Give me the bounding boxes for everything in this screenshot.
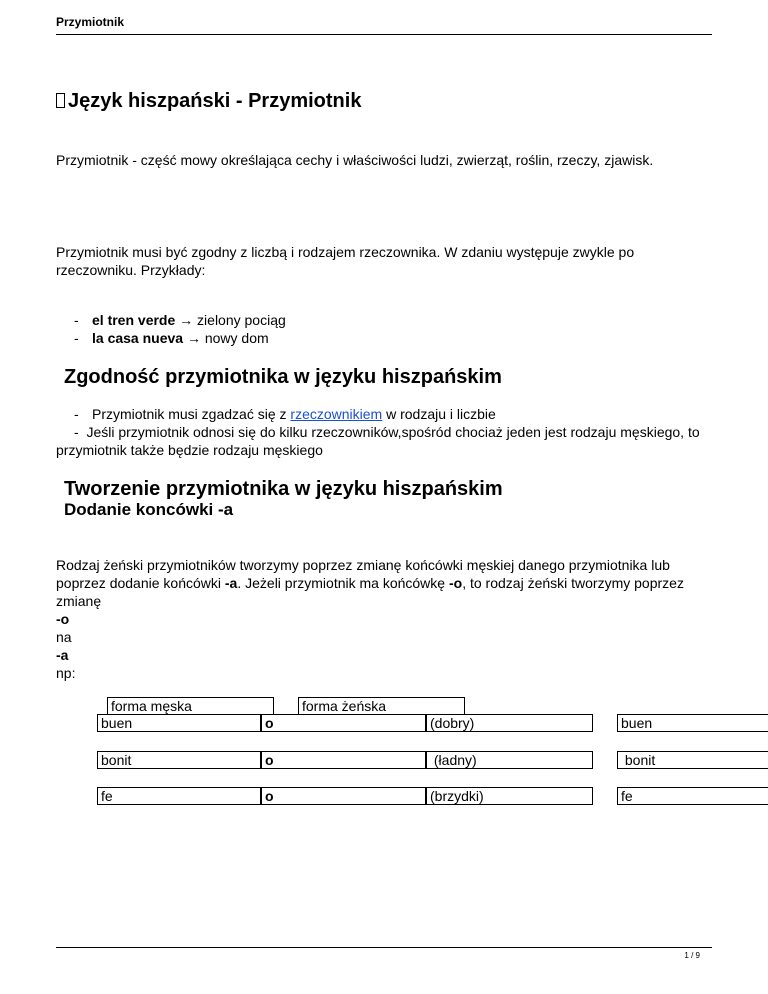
col-header-fem: forma żeńska	[298, 697, 465, 715]
agreement-paragraph: Przymiotnik musi być zgodny z liczbą i rodzajem rzeczownika. W zdaniu występuje zwykle po rzeczowniku. Przykłady:	[56, 244, 635, 278]
formation-text-2: . Jeżeli przymiotnik ma końcówkę	[237, 575, 446, 591]
table-row-meaning: (ładny)	[426, 751, 593, 769]
formation-text-1: Rodzaj żeński przymiotników tworzymy poprzez zmianę końcówki męskiej danego przymiotnika lub poprzez dodanie końcówki	[56, 557, 670, 591]
subheading-ending-a: Dodanie koncówki -a	[64, 500, 234, 519]
table-row-stem: fe	[97, 787, 261, 805]
rule2-text: Jeśli przymiotnik odnosi się do kilku rzeczowników,spośród chociaż jeden jest rodzaju męskiego, to przymiotnik także będzie rodzaju męskiego	[56, 424, 700, 458]
table-row-fem-stem: buen	[617, 714, 768, 732]
page-title	[56, 90, 361, 113]
rule2-paragraph: - Jeśli przymiotnik odnosi się do kilku rzeczowników,spośród chociaż jeden jest rodzaju męskiego, to przymiotnik także będzie rodzaju męskiego	[56, 424, 700, 458]
col-header-masc: forma męska	[107, 697, 274, 715]
table-row-ending: o	[261, 751, 426, 769]
table-row-meaning: (brzydki)	[426, 787, 593, 805]
section-heading-agreement: Zgodność przymiotnika w języku hiszpańskim	[64, 366, 502, 388]
from-ending: -o	[56, 611, 70, 627]
arrow-icon: →	[186, 330, 201, 346]
np-label: np:	[56, 665, 76, 681]
example-pl: zielony pociąg	[197, 312, 286, 328]
section-heading-formation: Tworzenie przymiotnika w języku hiszpańskim	[64, 478, 503, 500]
running-header: Przymiotnik	[56, 15, 125, 29]
ending-a: -a	[224, 575, 238, 591]
example-es: la casa nueva	[92, 330, 184, 346]
examples-list	[56, 311, 286, 347]
rzeczownik-link[interactable]: rzeczownikiem	[290, 406, 383, 422]
list-item	[56, 311, 286, 329]
example-es: el tren verde	[92, 312, 176, 328]
table-row-ending: o	[261, 714, 426, 732]
arrow-icon: →	[179, 312, 194, 328]
rule1-before: Przymiotnik musi zgadzać się z	[92, 406, 287, 422]
list-item	[56, 329, 286, 347]
definition-paragraph: Przymiotnik - część mowy określająca cechy i właściwości ludzi, zwierząt, roślin, rzeczy, zjawisk.	[56, 152, 654, 168]
example-pl: nowy dom	[204, 330, 269, 346]
ending-o: -o	[448, 575, 463, 591]
formation-paragraph	[56, 556, 712, 610]
page-title-text: Język hiszpański - Przymiotnik	[68, 90, 362, 112]
table-row-fem-stem: fe	[617, 787, 768, 805]
table-row-stem: buen	[97, 714, 261, 732]
table-row-stem: bonit	[97, 751, 261, 769]
agreement-rules-list	[56, 405, 496, 423]
list-item	[56, 405, 496, 423]
rule1-after: w rodzaju i liczbie	[386, 406, 496, 422]
formation-steps	[56, 610, 75, 682]
table-row-ending: o	[261, 787, 426, 805]
page-number: 1 / 9	[684, 951, 700, 960]
to-ending: -a	[56, 647, 69, 663]
header-rule	[56, 34, 712, 35]
formation-text-3: , to rodzaj żeński tworzymy poprzez zmianę	[56, 575, 684, 609]
footer-rule	[56, 947, 712, 948]
na-word: na	[56, 629, 72, 645]
table-row-meaning: (dobry)	[426, 714, 593, 732]
table-row-fem-stem: bonit	[617, 751, 768, 769]
missing-glyph-icon	[56, 93, 65, 108]
